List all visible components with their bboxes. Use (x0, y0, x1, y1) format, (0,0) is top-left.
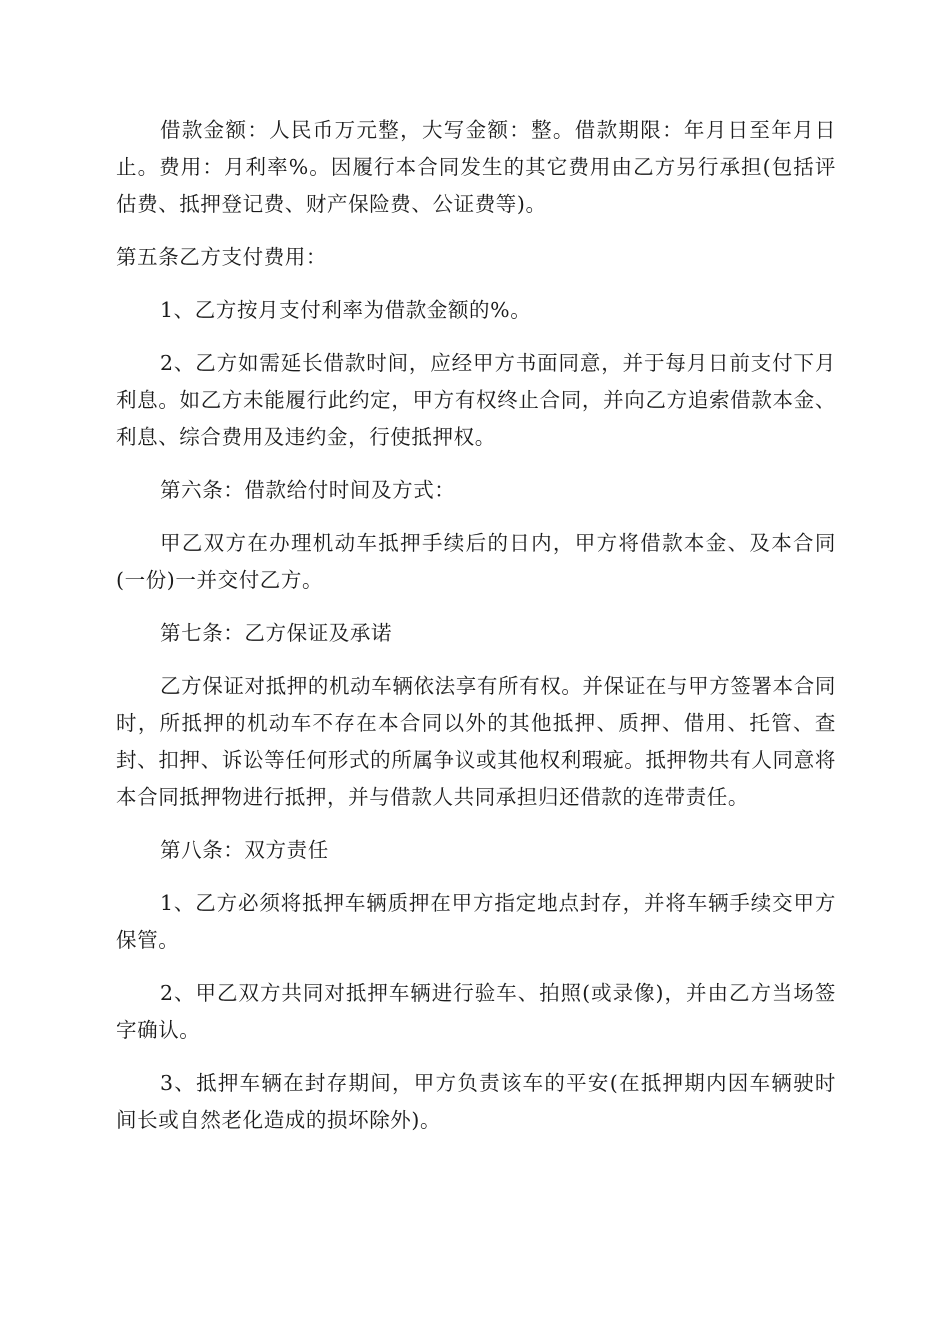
paragraph-article-7: 乙方保证对抵押的机动车辆依法享有所有权。并保证在与甲方签署本合同时，所抵押的机动车不存在本合同以外的其他抵押、质押、借用、托管、查封、扣押、诉讼等任何形式的所属争议或其他权利瑕疵。抵押物共有人同意将本合同抵押物进行抵押，并与借款人共同承担归还借款的连带责任。 (116, 674, 836, 809)
document-body (116, 112, 836, 1155)
paragraph-article-8-item-1: 1、乙方必须将抵押车辆质押在甲方指定地点封存，并将车辆手续交甲方保管。 (116, 891, 836, 952)
heading-article-5: 第五条乙方支付费用： (116, 245, 327, 269)
paragraph-article-5-item-1: 1、乙方按月支付利率为借款金额的%。 (160, 298, 532, 322)
heading-article-6: 第六条：借款给付时间及方式： (160, 478, 456, 502)
heading-article-8: 第八条：双方责任 (160, 838, 329, 862)
paragraph-article-8-item-2: 2、甲乙双方共同对抵押车辆进行验车、拍照(或录像)，并由乙方当场签字确认。 (116, 981, 836, 1042)
heading-article-7: 第七条：乙方保证及承诺 (160, 621, 393, 645)
paragraph-article-5-item-2: 2、乙方如需延长借款时间，应经甲方书面同意，并于每月日前支付下月利息。如乙方未能履行此约定，甲方有权终止合同，并向乙方追索借款本金、利息、综合费用及违约金，行使抵押权。 (116, 351, 836, 449)
paragraph-article-6: 甲乙双方在办理机动车抵押手续后的日内，甲方将借款本金、及本合同(一份)一并交付乙方。 (116, 531, 836, 592)
paragraph-loan-amount: 借款金额：人民币万元整，大写金额：整。借款期限：年月日至年月日止。费用：月利率%。因履行本合同发生的其它费用由乙方另行承担(包括评估费、抵押登记费、财产保险费、公证费等)。 (116, 118, 836, 216)
paragraph-article-8-item-3: 3、抵押车辆在封存期间，甲方负责该车的平安(在抵押期内因车辆驶时间长或自然老化造成的损坏除外)。 (116, 1071, 836, 1132)
